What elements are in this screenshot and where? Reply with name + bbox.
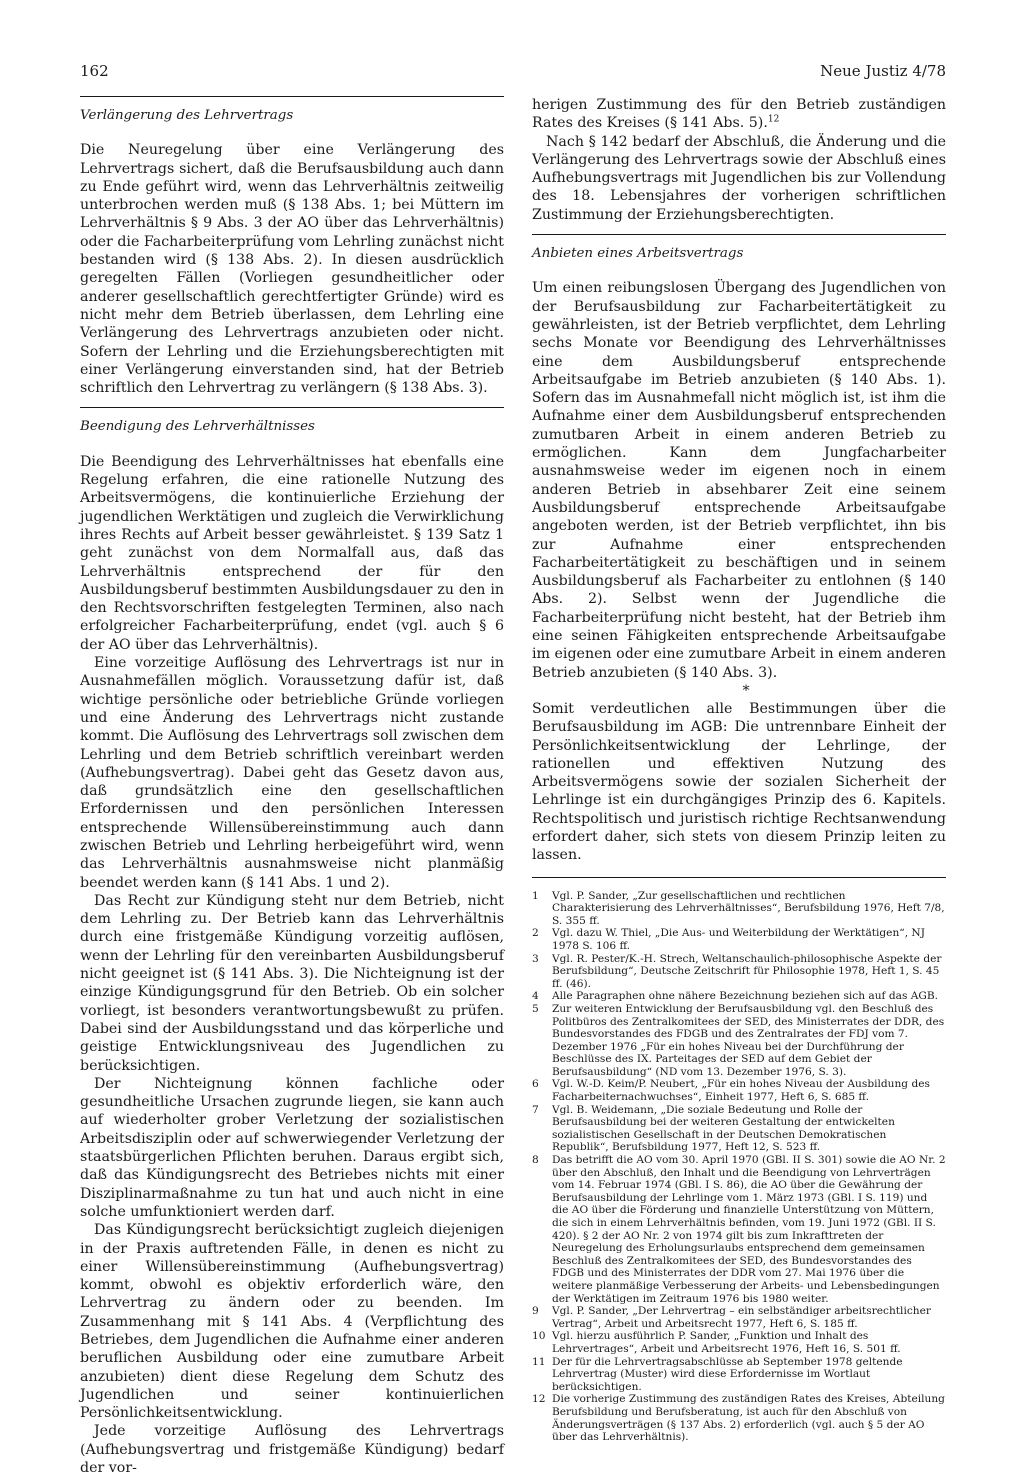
footnote-number: 1 [532,889,539,902]
footnote [532,1356,946,1394]
paragraph-text: herigen Zustimmung des für den Betrieb zuständigen Rates des Kreises (§ 141 Abs. 5). [532,97,946,132]
heading-verlaengerung: Verlängerung des Lehrvertrags [80,96,504,141]
paragraph: Somit verdeutlichen alle Bestimmungen über die Berufsausbildung im AGB: Die untrennbare Einheit der Persönlichkeitsentwicklung der Lehrlinge, der rationellen und effektiven Nutzung des Arbeitsvermögens sowie der sozialen Sicherheit der Lehrlinge ist ein durchgängiges Prinzip des 6. Kapitels. Rechtspolitisch und juristisch richtige Rechtsanwendung erfordert daher, sich stets von diesem Prinzip leiten zu lassen. [532,700,946,864]
footnote-text: Vgl. dazu W. Thiel, „Die Aus- und Weiterbildung der Werktätigen“, NJ 1978 S. 106 ff. [552,927,925,952]
paragraph: Nach § 142 bedarf der Abschluß, die Änderung und die Verlängerung des Lehrvertrags sowie der Abschluß eines Aufhebungsvertrags mit Jugendlichen bis zur Vollendung des 18. Lebensjahres der vorherigen schriftlichen Zustimmung der Erziehungsberechtigten. [532,133,946,223]
paragraph: Jede vorzeitige Auflösung des Lehrvertrags (Aufhebungsvertrag und fristgemäße Kündigung) bedarf der vor- [80,1423,504,1477]
footnote [532,1104,946,1154]
footnote-number: 11 [532,1355,546,1368]
footnote-text: Alle Paragraphen ohne nähere Bezeichnung beziehen sich auf das AGB. [552,990,939,1003]
heading-arbeitsvertrag: Anbieten eines Arbeitsvertrags [532,234,946,279]
footnote-text: Vgl. B. Weidemann, „Die soziale Bedeutung und Rolle der Berufsausbildung bei der weiteren Gestaltung der entwickelten sozialistischen Gesellschaft in der Deutschen Demokratischen Republik“, Berufsbildung 1977, Heft 12, S. 523 ff. [552,1103,895,1154]
paragraph: Das Kündigungsrecht berücksichtigt zugleich diejenigen in der Praxis auftretenden Fälle, in denen es nicht zu einer Willensübereinstimmung (Aufhebungsvertrag) kommt, obwohl es objektiv erforderlich wäre, den Lehrvertrag zu ändern oder zu beenden. Im Zusammenhang mit § 141 Abs. 4 (Verpflichtung des Betriebes, dem Jugendlichen die Aufnahme einer anderen beruflichen Ausbildung oder eine zumutbare Arbeit anzubieten) dient diese Regelung dem Schutz des Jugendlichen und seiner kontinuierlichen Persönlichkeitsentwicklung. [80,1222,504,1422]
footnote [532,1393,946,1443]
footnote-text: Das betrifft die AO vom 30. April 1970 (GBl. II S. 301) sowie die AO Nr. 2 über den Abschluß, den Inhalt und die Beendigung von Lehrverträgen vom 14. Februar 1974 (GBl. I S. 86), die AO über die Gewährung der Berufsausbildung der Lehrlinge vom 1. März 1973 (GBl. I S. 119) und die AO über die Förderung und finanzielle Unterstützung von Müttern, die sich in einem Lehrverhältnis befinden, vom 19. Juni 1972 (GBl. II S. 420). § 2 der AO Nr. 2 von 1974 gilt bis zum Inkrafttreten der Neuregelung des Erholungsurlaubs entsprechend dem gemeinsamen Beschluß des Zentralkomitees der SED, des Bundesvorstandes des FDGB und des Ministerrates der DDR vom 27. Mai 1976 über die weitere planmäßige Verbesserung der Arbeits- und Lebensbedingungen der Werktätigen im Zeitraum 1976 bis 1980 weiter. [552,1154,946,1305]
paragraph: Die Neuregelung über eine Verlängerung des Lehrvertrags sichert, daß die Berufsausbildung auch dann zu Ende geführt wird, wenn das Lehrverhältnis zeitweilig unterbrochen werden muß (§ 138 Abs. 1; bei Müttern im Lehrverhältnis § 9 Abs. 3 der AO über das Lehrverhältnis) oder die Facharbeiterprüfung vom Lehrling zunächst nicht bestanden wird (§ 138 Abs. 2). In diesen ausdrücklich geregelten Fällen (Vorliegen gesundheitlicher oder anderer gesellschaftlich gerechtfertigter Gründe) wird es nicht mehr dem Betrieb überlassen, dem Lehrling eine Verlängerung des Lehrvertrags anzubieten oder nicht. Sofern der Lehrling und die Erziehungsberechtigten mit einer Verlängerung einverstanden sind, hat der Betrieb schriftlich den Lehrvertrag zu verlängern (§ 138 Abs. 3). [80,142,504,397]
footnote [532,1003,946,1079]
paragraph: Die Beendigung des Lehrverhältnisses hat ebenfalls eine Regelung erfahren, die eine rationelle Nutzung des Arbeitsvermögens, die kontinuierliche Erziehung der jugendlichen Werktätigen und zugleich die Verwirklichung ihres Rechts auf Arbeit besser gewährleistet. § 139 Satz 1 geht zunächst von dem Normalfall aus, daß das Lehrverhältnis entsprechend der für den Ausbildungsberuf bestimmten Ausbildungsdauer zu den in den Rechtsvorschriften festgelegten Terminen, also nach erfolgreicher Facharbeiterprüfung, endet (vgl. auch § 6 der AO über das Lehrverhältnis). [80,453,504,653]
footnote-number: 12 [532,1393,546,1406]
page-number: 162 [80,62,109,80]
page-header [80,62,946,86]
paragraph-continued [532,96,946,133]
footnote [532,1305,946,1330]
footnote [532,990,946,1003]
footnote [532,890,946,928]
left-column [80,96,504,1477]
footnote-number: 5 [532,1002,539,1015]
footnote-text: Die vorherige Zustimmung des zuständigen Rates des Kreises, Abteilung Berufsbildung und Berufsberatung, ist auch für den Abschluß von Änderungsverträgen (§ 137 Abs. 2) erforderlich (vgl. auch § 5 der AO über das Lehrverhältnis). [552,1393,945,1444]
paragraph: Das Recht zur Kündigung steht nur dem Betrieb, nicht dem Lehrling zu. Der Betrieb kann das Lehrverhältnis durch eine fristgemäße Kündigung vorzeitig auflösen, wenn der Lehrling für den vereinbarten Ausbildungsberuf nicht geeignet ist (§ 141 Abs. 3). Die Nichteignung ist der einzige Kündigungsgrund für den Betrieb. Ob ein solcher vorliegt, ist besonders verantwortungsbewußt zu prüfen. Dabei sind der Ausbildungsstand und das körperliche und geistige Entwicklungsniveau des Jugendlichen zu berücksichtigen. [80,892,504,1074]
footnote-text: Vgl. P. Sander, „Zur gesellschaftlichen und rechtlichen Charakterisierung des Lehrverhältnisses“, Berufsbildung 1976, Heft 7/8, S. 355 ff. [552,889,945,927]
footnote [532,1154,946,1305]
footnote-text: Vgl. hierzu ausführlich P. Sander, „Funktion und Inhalt des Lehrvertrages“, Arbeit und Arbeitsrecht 1976, Heft 16, S. 501 ff. [552,1330,901,1355]
footnote-number: 3 [532,952,539,965]
footnote-text: Zur weiteren Entwicklung der Berufsausbildung vgl. den Beschluß des Politbüros des Zentralkomitees der SED, des Ministerrates der DDR, des Bundesvorstandes des FDGB und des Zentralrates der FDJ vom 7. Dezember 1976 „Für ein hohes Niveau bei der Durchführung der Beschlüsse des IX. Parteitages der SED auf dem Gebiet der Berufsausbildung“ (ND vom 13. Dezember 1976, S. 3). [552,1002,945,1078]
footnote-number: 4 [532,990,539,1003]
heading-beendigung: Beendigung des Lehrverhältnisses [80,407,504,452]
footnote-ref: 12 [767,114,780,125]
footnote-number: 6 [532,1078,539,1091]
footnote [532,1078,946,1103]
journal-title: Neue Justiz 4/78 [820,62,946,80]
paragraph: Eine vorzeitige Auflösung des Lehrvertrags ist nur in Ausnahmefällen möglich. Voraussetzung dafür ist, daß wichtige persönliche oder betriebliche Gründe vorliegen und eine Änderung des Lehrvertrags nicht zustande kommt. Die Auflösung des Lehrvertrags soll zwischen dem Lehrling und dem Betrieb schriftlich vereinbart werden (Aufhebungsvertrag). Dabei geht das Gesetz davon aus, daß grundsätzlich eine den gesellschaftlichen Erfordernissen und den persönlichen Interessen entsprechende Willensübereinstimmung auch dann zwischen Betrieb und Lehrling herbeigeführt wird, wenn das Lehrverhältnis ausnahmsweise nicht planmäßig beendet werden kann (§ 141 Abs. 1 und 2). [80,655,504,891]
footnote-text: Der für die Lehrvertragsabschlüsse ab September 1978 geltende Lehrvertrag (Muster) wird diese Erfordernisse im Wortlaut berücksichtigen. [552,1355,903,1393]
paragraph: Um einen reibungslosen Übergang des Jugendlichen von der Berufsausbildung zur Facharbeitertätigkeit zu gewährleisten, ist der Betrieb verpflichtet, dem Lehrling sechs Monate vor Beendigung des Lehrverhältnisses eine dem Ausbildungsberuf entsprechende Arbeitsaufgabe im Betrieb anzubieten (§ 140 Abs. 1). Sofern das im Ausnahmefall nicht möglich ist, ist ihm die Aufnahme einer dem Ausbildungsberuf entsprechenden zumutbaren Arbeit in einem anderen Betrieb zu ermöglichen. Kann dem Jungfacharbeiter ausnahmsweise weder im eigenen noch in einem anderen Betrieb in absehbarer Zeit eine seinem Ausbildungsberuf entsprechende Arbeitsaufgabe angeboten werden, ist der Betrieb verpflichtet, ihn bis zur Aufnahme einer entsprechenden Facharbeitertätigkeit zu beschäftigen und in seinem Ausbildungsberuf als Facharbeiter zu entlohnen (§ 140 Abs. 2). Selbst wenn der Jugendliche die Facharbeiterprüfung nicht besteht, hat der Betrieb ihm eine seinen Fähigkeiten entsprechende Arbeitsaufgabe im eigenen oder eine zumutbare Arbeit in einem anderen Betrieb anzubieten (§ 140 Abs. 3). [532,280,946,681]
footnote-text: Vgl. P. Sander, „Der Lehrvertrag – ein selbständiger arbeitsrechtlicher Vertrag“, Arbeit und Arbeitsrecht 1977, Heft 6, S. 185 ff. [552,1305,931,1330]
section-divider-asterisk: * [742,682,750,699]
footnotes [532,877,946,1444]
footnote [532,1330,946,1355]
footnote [532,927,946,952]
footnote-text: Vgl. W.-D. Keim/P. Neubert, „Für ein hohes Niveau der Ausbildung des Facharbeiternachwuchses“, Einheit 1977, Heft 6, S. 685 ff. [552,1078,930,1104]
footnote [532,953,946,991]
paragraph: Der Nichteignung können fachliche oder gesundheitliche Ursachen zugrunde liegen, sie kann auch auf wiederholter grober Verletzung der sozialistischen Arbeitsdisziplin oder auf schwerwiegender Verletzung der staatsbürgerlichen Pflichten beruhen. Daraus ergibt sich, daß das Kündigungsrecht des Betriebes nichts mit einer Disziplinarmaßnahme zu tun hat und auch nicht in eine solche umfunktioniert werden darf. [80,1075,504,1220]
footnote-number: 8 [532,1154,539,1167]
footnote-number: 2 [532,927,539,940]
footnote-number: 7 [532,1103,539,1116]
footnote-number: 9 [532,1305,539,1318]
right-column [532,96,946,1444]
footnote-number: 10 [532,1330,546,1343]
footnote-text: Vgl. R. Pester/K.-H. Strech, Weltanschaulich-philosophische Aspekte der Berufsbildung“, Deutsche Zeitschrift für Philosophie 1978, Heft 1, S. 45 ff. (46). [552,952,942,990]
